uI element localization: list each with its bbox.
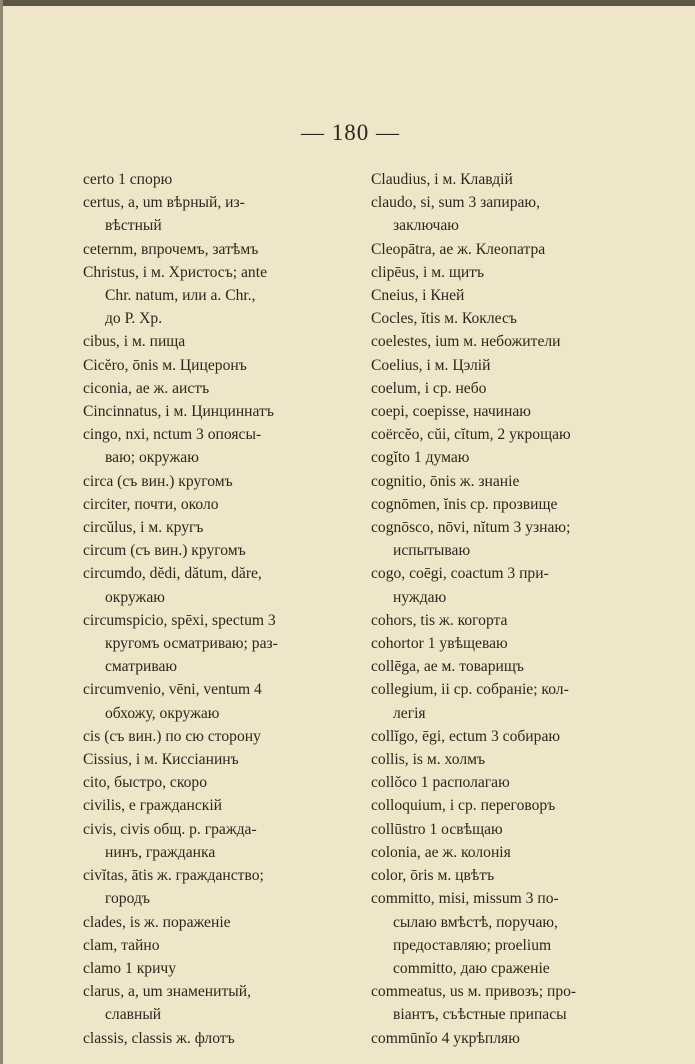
dictionary-entry: coepi, coepisse, начинаю (371, 403, 531, 421)
dictionary-entry: circum (съ вин.) кругомъ (83, 542, 246, 560)
dictionary-entry: circumdo, dĕdi, dătum, dăre, (83, 565, 262, 583)
dictionary-entry-continuation: сылаю вмѣстѣ, поручаю, (393, 913, 558, 931)
dictionary-entry-continuation: окружаю (105, 588, 165, 606)
dictionary-entry: classis, classis ж. флотъ (83, 1029, 235, 1047)
left-column (83, 168, 356, 1050)
dictionary-entry: circa (съ вин.) кругомъ (83, 472, 233, 490)
dictionary-entry: collŏco 1 располагаю (371, 774, 510, 792)
dictionary-entry: cohors, tis ж. когорта (371, 611, 508, 629)
dictionary-entry: colloquium, i ср. переговоръ (371, 797, 556, 815)
dictionary-entry: cohortor 1 увѣщеваю (371, 635, 508, 653)
dictionary-entry: circumvenio, vēni, ventum 4 (83, 681, 262, 699)
dictionary-entry: clarus, a, um знаменитый, (83, 983, 252, 1001)
dictionary-entry: coërcĕo, cŭi, cĭtum, 2 укрощаю (371, 426, 571, 444)
dictionary-entry: Coelius, i м. Цэлій (371, 356, 491, 374)
dictionary-entry: civilis, e гражданскій (83, 797, 222, 815)
dictionary-entry: cis (съ вин.) по сю сторону (83, 727, 261, 745)
dictionary-entry: colonia, ae ж. колонія (371, 843, 511, 861)
dictionary-entry: Cocles, ĭtis м. Коклесъ (371, 310, 517, 328)
dictionary-entry: commeatus, us м. привозъ; про- (371, 983, 577, 1001)
dictionary-entry: committo, misi, missum 3 по- (371, 890, 559, 908)
dictionary-entry-continuation: віантъ, съѣстные припасы (393, 1006, 567, 1024)
dictionary-entry: collēga, ae м. товарищъ (371, 658, 524, 676)
dictionary-entry-continuation: обхожу, окружаю (105, 704, 220, 722)
dictionary-entry: clam, тайно (83, 936, 160, 954)
dictionary-entry: collĭgo, ēgi, ectum 3 собираю (371, 727, 561, 745)
dictionary-entry: Cincinnatus, i м. Цинциннатъ (83, 403, 274, 421)
dictionary-entry: clamo 1 кричу (83, 959, 177, 977)
dictionary-entry: Claudius, i м. Клавдій (371, 171, 513, 188)
dictionary-entry-continuation: нинъ, гражданка (105, 843, 216, 861)
dictionary-entry-continuation: сматриваю (105, 658, 178, 676)
dictionary-entry: certo 1 спорю (83, 171, 173, 188)
right-column (371, 168, 671, 1050)
dictionary-entry-continuation: легія (393, 704, 426, 722)
dictionary-entry: collegium, ii ср. собраніе; кол- (371, 681, 569, 699)
dictionary-entry: cognōsco, nōvi, nĭtum 3 узнаю; (371, 519, 571, 537)
dictionary-entry: civĭtas, ātis ж. гражданство; (83, 867, 264, 885)
dictionary-entry: clades, is ж. пораженіе (83, 913, 231, 931)
dictionary-entry: color, ōris м. цвѣтъ (371, 867, 495, 885)
dictionary-entry-continuation: заключаю (393, 217, 459, 235)
dictionary-entry: ceternm, впрочемъ, затѣмъ (83, 240, 259, 258)
dictionary-entry: commūnĭo 4 укрѣпляю (371, 1029, 520, 1047)
dictionary-entry: circumspicio, spēxi, spectum 3 (83, 611, 276, 629)
page-number: — 180 — (301, 120, 400, 145)
dictionary-entry: cogĭto 1 думаю (371, 449, 470, 467)
dictionary-entry: cibus, i м. пища (83, 333, 186, 351)
dictionary-entry: Christus, i м. Христосъ; ante (83, 263, 267, 281)
dictionary-entry: collis, is м. холмъ (371, 751, 486, 769)
dictionary-entry-continuation: ваю; окружаю (105, 449, 199, 467)
dictionary-entry-continuation: до Р. Хр. (105, 310, 163, 328)
dictionary-entry: civis, civis общ. р. гражда- (83, 820, 257, 838)
dictionary-entry: Cneius, i Кней (371, 287, 465, 305)
dictionary-entry-continuation: славный (105, 1006, 162, 1024)
dictionary-entry-continuation: Chr. natum, или a. Chr., (105, 287, 256, 305)
dictionary-entry-continuation: кругомъ осматриваю; раз- (105, 635, 278, 653)
dictionary-entry-continuation: нуждаю (393, 588, 447, 606)
dictionary-entry: Cicĕro, ōnis м. Цицеронъ (83, 356, 247, 374)
dictionary-entry-continuation: предоставляю; proelium (393, 936, 552, 954)
dictionary-entry: Cleopātra, ae ж. Клеопатра (371, 240, 546, 258)
dictionary-entry: circiter, почти, около (83, 495, 219, 513)
dictionary-entry: claudo, si, sum 3 запираю, (371, 194, 540, 212)
dictionary-entry: circŭlus, i м. кругъ (83, 519, 204, 537)
dictionary-entry: clipēus, i м. щитъ (371, 263, 485, 281)
dictionary-entry: ciconia, ae ж. аистъ (83, 379, 210, 397)
dictionary-entry: cito, быстро, скоро (83, 774, 208, 792)
dictionary-entry: coelestes, ium м. небожители (371, 333, 561, 351)
page-top-edge (3, 0, 695, 6)
dictionary-entry: cognitio, ōnis ж. знаніе (371, 472, 520, 490)
dictionary-entry: coelum, i ср. небо (371, 379, 487, 397)
dictionary-entry-continuation: committo, даю сраженіе (393, 959, 550, 977)
dictionary-entry: cognōmen, ĭnis ср. прозвище (371, 495, 558, 513)
dictionary-entry-continuation: вѣстный (105, 217, 162, 235)
dictionary-entry-continuation: испытываю (393, 542, 471, 560)
dictionary-entry-continuation: городъ (105, 890, 150, 908)
dictionary-entry: collūstro 1 освѣщаю (371, 820, 503, 838)
dictionary-entry: cingo, nxi, nctum 3 опоясы- (83, 426, 262, 444)
dictionary-entry: cogo, coēgi, coactum 3 при- (371, 565, 549, 583)
dictionary-entry: certus, a, um вѣрный, из- (83, 194, 245, 212)
dictionary-entry: Cissius, i м. Киссіанинъ (83, 751, 239, 769)
